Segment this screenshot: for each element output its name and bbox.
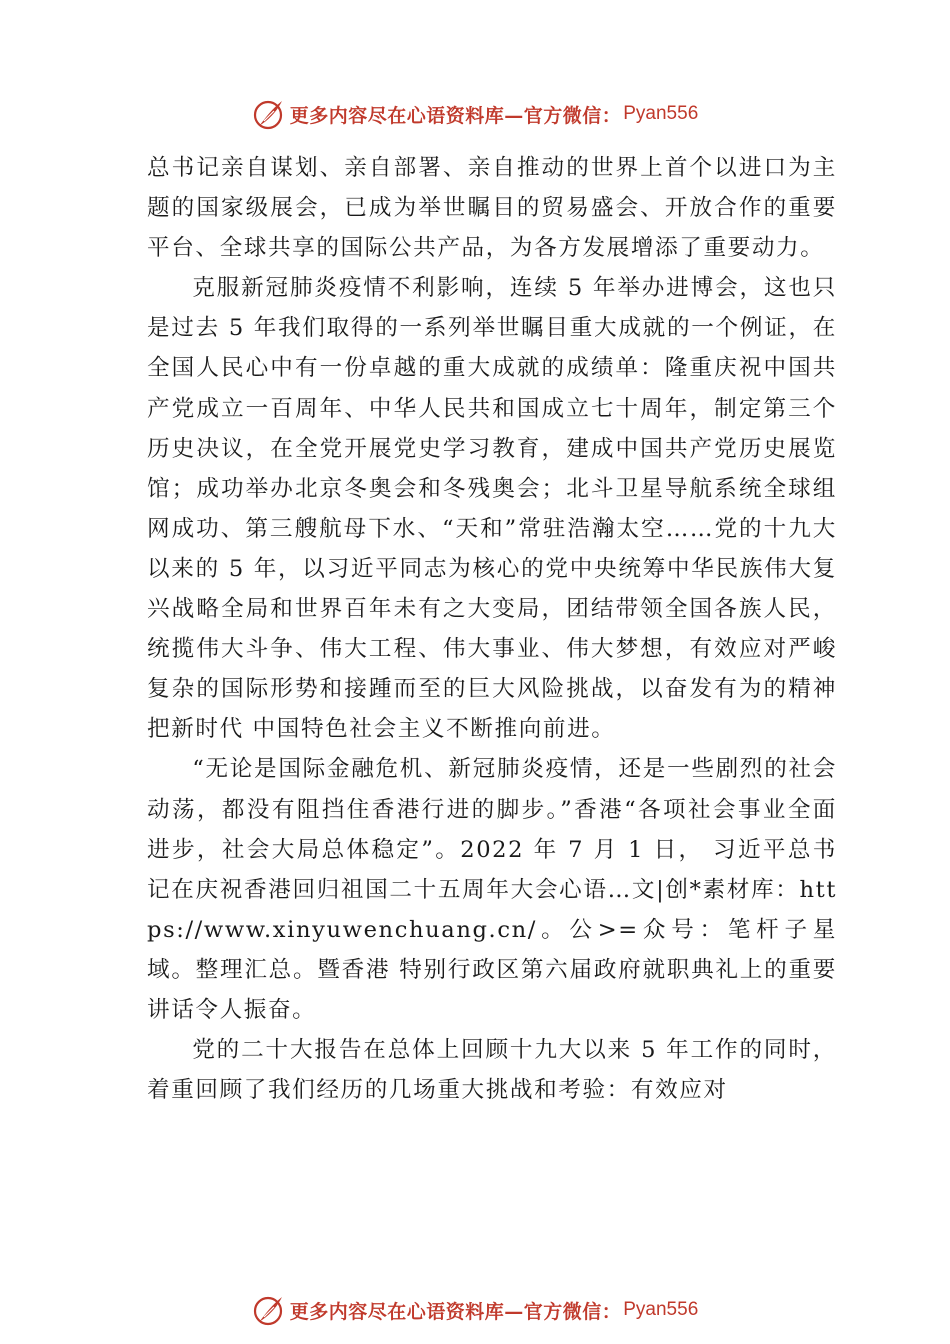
- header-banner-text: 更多内容尽在心语资料库—官方微信：: [289, 104, 622, 127]
- paragraph-2: 克服新冠肺炎疫情不利影响，连续 5 年举办进博会，这也只是过去 5 年我们取得的一系列举世瞩目重大成就的一个例证，在全国人民心中有一份卓越的重大成就的成绩单：隆重庆祝中国共产党成立一百周年、中华人民共和国成立七十周年，制定第三个历史决议，在全党开展党史学习教育，建成中国共产党历史展览馆；成功举办北京冬奥会和冬残奥会；北斗卫星导航系统全球组网成功、第三艘航母下水、“天和”常驻浩瀚太空……党的十九大以来的 5 年，以习近平同志为核心的党中央统筹中华民族伟大复兴战略全局和世界百年未有之大变局，团结带领全国各族人民，统揽伟大斗争、伟大工程、伟大事业、伟大梦想，有效应对严峻复杂的国际形势和接踵而至的巨大风险挑战，以奋发有为的精神把新时代 中国特色社会主义不断推向前进。: [147, 275, 837, 743]
- page-footer-banner: [0, 1290, 950, 1330]
- footer-wechat-id: Pyan556: [623, 1299, 699, 1320]
- paragraph-3: “无论是国际金融危机、新冠肺炎疫情，还是一些剧烈的社会动荡，都没有阻挡住香港行进的脚步。”香港“各项社会事业全面进步，社会大局总体稳定”。2022 年 7 月 1 日， 习近平总书记在庆祝香港回归祖国二十五周年大会心语…文|创*素材库：https://www.xinyuwenchuang.cn/。公>=众号：笔杆子星域。整理汇总。暨香港 特别行政区第六届政府就职典礼上的重要讲话令人振奋。: [147, 756, 837, 1023]
- feather-pen-logo-icon: [252, 1293, 286, 1327]
- paragraph-1: 总书记亲自谋划、亲自部署、亲自推动的世界上首个以进口为主题的国家级展会，已成为举世瞩目的贸易盛会、开放合作的重要平台、全球共享的国际公共产品，为各方发展增添了重要动力。: [147, 155, 837, 262]
- document-body: [147, 148, 837, 1110]
- paragraph-4: 党的二十大报告在总体上回顾十九大以来 5 年工作的同时，着重回顾了我们经历的几场重大挑战和考验：有效应对: [147, 1037, 837, 1104]
- page-header-banner: [0, 94, 950, 134]
- footer-banner-text: 更多内容尽在心语资料库—官方微信：: [289, 1300, 622, 1323]
- feather-pen-logo-icon: [252, 97, 286, 131]
- header-wechat-id: Pyan556: [623, 103, 699, 124]
